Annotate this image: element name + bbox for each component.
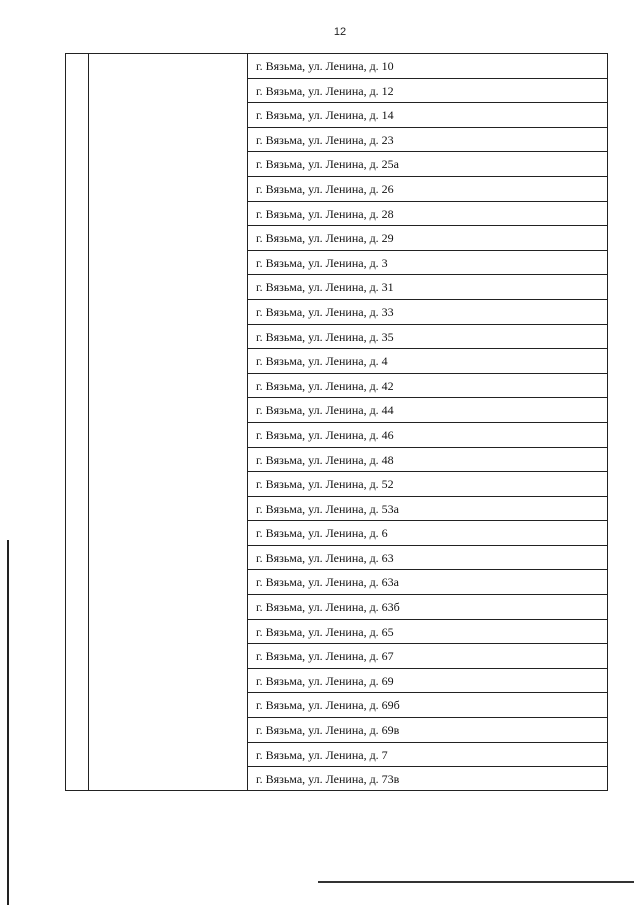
address-row: г. Вязьма, ул. Ленина, д. 14 <box>248 103 608 128</box>
address-row: г. Вязьма, ул. Ленина, д. 42 <box>248 374 608 399</box>
address-row: г. Вязьма, ул. Ленина, д. 63а <box>248 570 608 595</box>
address-row: г. Вязьма, ул. Ленина, д. 28 <box>248 202 608 227</box>
address-row: г. Вязьма, ул. Ленина, д. 73в <box>256 772 400 787</box>
address-row: г. Вязьма, ул. Ленина, д. 10 <box>248 54 608 79</box>
scan-edge-mark-bottom <box>318 881 634 883</box>
address-row: г. Вязьма, ул. Ленина, д. 26 <box>248 177 608 202</box>
address-list <box>248 54 608 790</box>
address-row: г. Вязьма, ул. Ленина, д. 4 <box>248 349 608 374</box>
address-row: г. Вязьма, ул. Ленина, д. 33 <box>248 300 608 325</box>
address-row: г. Вязьма, ул. Ленина, д. 53а <box>248 497 608 522</box>
page-number: 12 <box>333 26 347 38</box>
address-row: г. Вязьма, ул. Ленина, д. 69б <box>248 693 608 718</box>
address-row: г. Вязьма, ул. Ленина, д. 6 <box>248 521 608 546</box>
address-row: г. Вязьма, ул. Ленина, д. 7 <box>248 743 608 768</box>
address-row: г. Вязьма, ул. Ленина, д. 46 <box>248 423 608 448</box>
column-divider-1 <box>88 54 89 790</box>
address-row: г. Вязьма, ул. Ленина, д. 69в <box>248 718 608 743</box>
address-table <box>65 53 608 791</box>
address-row: г. Вязьма, ул. Ленина, д. 31 <box>248 275 608 300</box>
address-row: г. Вязьма, ул. Ленина, д. 25а <box>248 152 608 177</box>
scan-edge-mark-left <box>7 540 9 905</box>
address-row: г. Вязьма, ул. Ленина, д. 65 <box>248 620 608 645</box>
address-row: г. Вязьма, ул. Ленина, д. 63 <box>248 546 608 571</box>
address-row: г. Вязьма, ул. Ленина, д. 35 <box>248 325 608 350</box>
address-row: г. Вязьма, ул. Ленина, д. 29 <box>248 226 608 251</box>
address-row: г. Вязьма, ул. Ленина, д. 23 <box>248 128 608 153</box>
address-row: г. Вязьма, ул. Ленина, д. 69 <box>248 669 608 694</box>
address-row: г. Вязьма, ул. Ленина, д. 52 <box>248 472 608 497</box>
address-row: г. Вязьма, ул. Ленина, д. 67 <box>248 644 608 669</box>
address-row: г. Вязьма, ул. Ленина, д. 48 <box>248 448 608 473</box>
address-row: г. Вязьма, ул. Ленина, д. 12 <box>248 79 608 104</box>
address-row: г. Вязьма, ул. Ленина, д. 44 <box>248 398 608 423</box>
address-row: г. Вязьма, ул. Ленина, д. 3 <box>248 251 608 276</box>
address-row: г. Вязьма, ул. Ленина, д. 63б <box>248 595 608 620</box>
